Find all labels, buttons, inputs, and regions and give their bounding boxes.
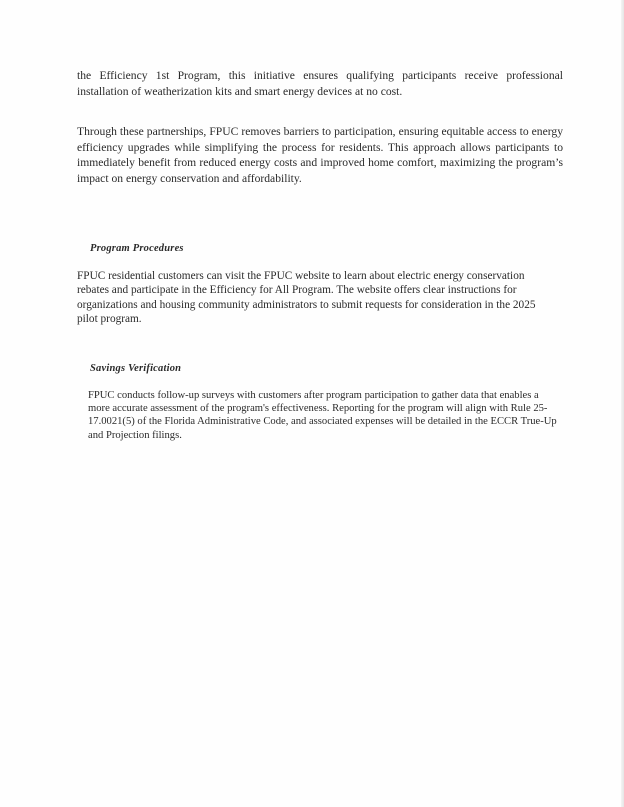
savings-verification-heading: Savings Verification [90,363,182,374]
program-procedures-heading: Program Procedures [90,243,184,254]
savings-verification-paragraph: FPUC conducts follow-up surveys with customers after program participation to gather data that enables a more accurate assessment of the program's effectiveness. Reporting for the program will align with Rule 25-17.0021(5) of the Florida Administrative Code, and associated expenses will be detailed in the ECCR True-Up and Projection filings. [88,390,557,441]
partnerships-paragraph: Through these partnerships, FPUC removes barriers to participation, ensuring equitable access to energy efficiency upgrades while simplifying the process for residents. This approach allows participants to immediately benefit from reduced energy costs and improved home comfort, maximizing the program’s impact on energy conservation and affordability. [77,125,563,185]
intro-continuation-paragraph: the Efficiency 1st Program, this initiative ensures qualifying participants receive professional installation of weatherization kits and smart energy devices at no cost. [77,69,563,98]
program-procedures-paragraph: FPUC residential customers can visit the FPUC website to learn about electric energy conservation rebates and participate in the Efficiency for All Program. The website offers clear instructions for organizations and housing community administrators to submit requests for consideration in the 2025 pilot program. [77,270,536,326]
